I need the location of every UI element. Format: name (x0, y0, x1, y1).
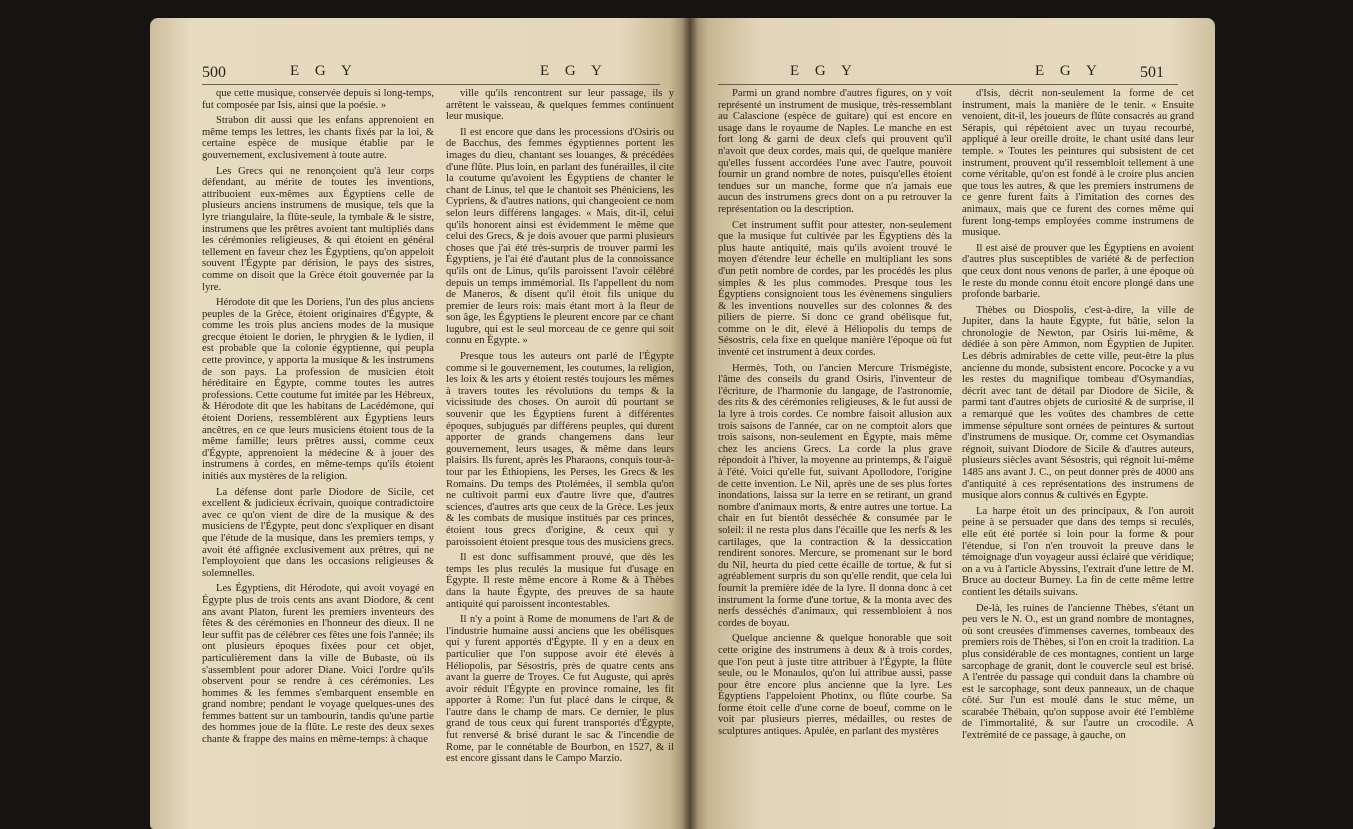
paragraph: Presque tous les auteurs ont parlé de l'Égypte comme si le gouvernement, les coutumes, la religion, les loix & les arts y étoient restés toujours les mêmes à travers toutes les révolutions du temps & la vicissitude des choses. On auroit dû pourtant se souvenir que les Égyptiens furent à différentes époques, subjugués par différens peuples, qui durent apporter de grands changemens dans leur gouvernement, leurs usages, & même dans leurs plaisirs. Ils furent, après les Pharaons, conquis tour-à-tour par les Éthiopiens, les Perses, les Grecs & les Romains. Du temps des Ptolémées, il sembla qu'on ne cultivoit parmi eux d'autre livre que, d'autres sciences, d'autres arts que ceux de la Grèce. Les jeux & les combats de musique institués par ces princes, étoient tous grecs d'origine, & ceux qui y paroissoient étoient presque tous des musiciens grecs. (446, 351, 675, 548)
paragraph: Strabon dit aussi que les enfans apprenoient en même temps les lettres, les chants fixés par la loi, & certaine espèce de musique établie par le gouvernement, exclusivement à toute autre. (202, 115, 434, 161)
paragraph: Hermès, Toth, ou l'ancien Mercure Trismégiste, l'âme des conseils du grand Osiris, l'inventeur de l'écriture, de l'harmonie du langage, de l'astronomie, des rits & des cérémonies religieuses, & le fut aussi de la lyre à trois cordes. Ce nombre faisoit allusion aux trois saisons de l'année, car on ne comptoit alors que trois saisons, non-seulement en Égypte, mais même chez les anciens Grecs. La corde la plus grave répondoit à l'hiver, la moyenne au printemps, & l'aiguë à l'été. Voici qu'elle fut, suivant Apollodore, l'origine de cette invention. Le Nil, après une de ses plus fortes inondations, laissa sur la terre en se retirant, un grand nombre d'animaux morts, & entre autres une tortue. La chair en fut bientôt desséchée & consumée par le soleil: il ne resta plus dans l'écaille que les nerfs & les cartilages, que la contraction & la dessiccation rendirent sonores. Mercure, se promenant sur le bord du Nil, heurta du pied cette écaille de tortue, & fut si agréablement surpris du son qu'elle rendit, que cela lui fournit la première idée de la lyre. Il donna donc à cet instrument la forme d'une tortue, & la monta avec des nerfs desséchés d'animaux, qui ressembloient à nos cordes de boyau. (718, 362, 952, 629)
left-page (150, 18, 690, 829)
header-rule (202, 84, 660, 85)
paragraph: Parmi un grand nombre d'autres figures, on y voit représenté un instrument de musique, très-ressemblant au Calascione (espèce de guitare) qui est encore en usage dans le royaume de Naples. Le manche en est fort long & garni de deux clefs qui prouvent qu'il n'avoit que deux cordes, mais qui, de quelque manière qu'elles fussent accordées l'une avec l'autre, pouvoit fournir un grand nombre de notes, puisqu'elles étoient tendues sur un manche, forme que n'a jamais eue aucun des instrumens grecs dont on a pu retrouver la représentation ou la description. (718, 88, 952, 215)
open-book (150, 18, 1215, 829)
paragraph: Quelque ancienne & quelque honorable que soit cette origine des instrumens à deux & à trois cordes, que l'on peut à juste titre attribuer à l'Égypte, la flûte seule, ou le Monaulos, qu'on lui attribue aussi, passe pour être encore plus ancienne que la lyre. Les Égyptiens l'appeloient Photinx, ou flûte courbe. Sa forme étoit celle d'une corne de boeuf, comme on le voit par plusieurs pierres, médailles, ou restes de sculptures antiques. Apulée, en parlant des mystères (718, 633, 952, 738)
paragraph: Cet instrument suffit pour attester, non-seulement que la musique fut cultivée par les Égyptiens dès la plus haute antiquité, mais qu'ils avoient trouvé le moyen d'étendre leur échelle en multipliant les sons d'un petit nombre de cordes, par les procédés les plus simples & les plus commodes. Presque tous les Égyptiens consignoient tous les évènemens singuliers & les inventions nouvelles sur des colonnes & des piliers de pierre. Si donc ce grand obélisque fut, comme on le dit, élevé à Héliopolis du temps de Sésostris, cela fixe en quelque manière l'époque où fut inventé cet instrument à deux cordes. (718, 219, 952, 359)
paragraph: La défense dont parle Diodore de Sicile, cet excellent & judicieux écrivain, quoique contradictoire avec ce qu'on vient de dire de la musique & des musiciens de l'Égypte, peut donc s'expliquer en disant que l'étude de la musique, dans les premiers temps, y avoit été affignée exclusivement aux prêtres, qui ne l'employoient que dans les occasions religieuses & solemnelles. (202, 486, 434, 579)
page-number-500: 500 (202, 64, 226, 81)
text-column-1 (718, 88, 952, 742)
page-number-501: 501 (1140, 64, 1164, 81)
paragraph: La harpe étoit un des principaux, & l'on auroit peine à se persuader que dans des temps si reculés, elle eût été portée si loin pour la forme & pour l'étendue, si l'on n'en trouvoit la preuve dans le témoignage d'un voyageur aussi éclairé que véridique; on a vu à l'article Abyssins, l'extrait d'une lettre de M. Bruce au docteur Burney. La fin de cette même lettre contient les détails suivans. (962, 505, 1194, 598)
paragraph: Il est aisé de prouver que les Égyptiens en avoient d'autres plus susceptibles de variété & de perfection que ceux dont nous venons de parler, à une époque où le reste du monde connu étoit encore plongé dans une profonde barbarie. (962, 242, 1194, 301)
right-page (690, 18, 1215, 829)
running-head-left: E G Y (290, 63, 358, 79)
running-head-right: E G Y (540, 63, 608, 79)
paragraph: Thèbes ou Diospolis, c'est-à-dire, la ville de Jupiter, dans la haute Égypte, fut bâtie, selon la chronologie de Newton, par Osiris lui-même, & dédiée à son père Ammon, nom Égyptien de Jupiter. Les débris admirables de cette ville, peut-être la plus ancienne du monde, subsistent encore. Pococke y a vu les restes du magnifique tombeau d'Osymandias, décrit avec tant de détail par Diodore de Sicile, & parmi tant d'autres objets de curiosité & de surprise, il a remarqué que les voûtes des chambres de cette immense sépulture sont ornées de peintures & surtout d'instrumens de musique. Or, comme cet Osymandias régnoit, suivant Diodore de Sicile & d'autres auteurs, plusieurs siècles avant Sésostris, qui régnoit lui-même 1485 ans avant J. C., on peut donner près de 4000 ans d'antiquité à ces représentations des instrumens de musique alors connus & cultivés en Égypte. (962, 304, 1194, 502)
paragraph: Il n'y a point à Rome de monumens de l'art & de l'industrie humaine aussi anciens que les obélisques qui y furent apportés d'Égypte. Il y en a deux en particulier que l'on suppose avoir été élevés à Héliopolis, par Sésostris, près de quatre cents ans avant la guerre de Troyes. Ce fut Auguste, qui après avoir réduit l'Égypte en province romaine, les fit apporter à Rome: l'un fut placé dans le cirque, & l'autre dans le champ de mars. Ce dernier, le plus grand de tous ceux qui furent transportés d'Égypte, fut renversé & brisé durant le sac & l'incendie de Rome, par le connétable de Bourbon, en 1527, & il est encore gissant dans le Campo Marzio. (446, 614, 674, 765)
paragraph: que cette musique, conservée depuis si long-temps, fut composée par Isis, ainsi que la poésie. » (202, 88, 434, 111)
paragraph: Il est encore que dans les processions d'Osiris ou de Bacchus, des femmes égyptiennes portent les images du dieu, chantant ses louanges, & précédées d'une flûte. Plus loin, en parlant des funérailles, il cite la coutume qu'avoient les Égyptiens de chanter le chant de Linus, tel que le chantoit ses Phéniciens, les Cypriens, & d'autres nations, qui changeoient ce nom selon leurs différens langages. « Mais, dit-il, celui qu'ils honorent ainsi est évidemment le même que celui des Grecs, & je dois avouer que parmi plusieurs choses que j'ai été très-surpris de trouver parmi les Égyptiens, je l'ai été d'autant plus de la connoissance qu'ils ont de Linus, qu'ils paroissent l'avoir célébré depuis un temps immémorial. Ils l'appellent du nom de Maneros, & disent qu'il étoit fils unique du premier de leurs rois: mais étant mort à la fleur de son âge, les Égyptiens le pleurent encore par ce chant lugubre, qui est le seul morceau de ce genre qui soit connu en Égypte. » (446, 126, 674, 347)
paragraph: Hérodote dit que les Doriens, l'un des plus anciens peuples de la Grèce, étoient originaires d'Égypte, & comme les trois plus anciens modes de la musique grecque étoient le dorien, le phrygien & le lydien, il est probable que la colonie égyptienne, qui peupla cette province, y apporta la musique & les instrumens de son pays. La profession de musicien étoit héréditaire en Égypte, comme toutes les autres professions. Cette coutume fut imitée par les Hébreux, & Hérodote dit que les habitans de Lacédémone, qui étoient Doriens, ressemblèrent aux Égyptiens leurs ancêtres, en ce que leurs musiciens étoient tous de la même famille; leurs prêtres aussi, comme ceux d'Égypte, apprenoient la médecine & à jouer des instrumens à cordes, en même-temps qu'ils étoient initiés aux mystères de la religion. (202, 297, 434, 482)
text-column-2 (962, 88, 1194, 746)
running-head-right: E G Y (1035, 63, 1103, 79)
book-gutter (682, 18, 698, 829)
paragraph: Il est donc suffisamment prouvé, que dès les temps les plus reculés la musique fut d'usage en Égypte. Il reste même encore à Rome & à Thèbes dans la haute Égypte, des preuves de sa haute antiquité qui paroissent incontestables. (446, 552, 674, 610)
paragraph: De-là, les ruines de l'ancienne Thèbes, s'étant un peu vers le N. O., est un grand nombre de montagnes, où sont creusées d'immenses cavernes, tombeaux des premiers rois de Thèbes, si l'on en croit la tradition. La plus considérable de ces montagnes, contient un large sarcophage de granit, dont le couvercle seul est brisé. A l'entrée du passage qui conduit dans la chambre où est le sarcophage, sont deux panneaux, un de chaque côté. Sur l'un est moulé dans le stuc même, un scarabée Thébain, qu'on suppose avoir été l'emblème de l'immortalité, & sur l'autre un crocodile. A l'extrémité de ce passage, à gauche, on (962, 602, 1194, 742)
paragraph: ville qu'ils rencontrent sur leur passage, ils y arrêtent le vaisseau, & quelques femmes continuent leur musique. (446, 88, 674, 123)
paragraph: d'Isis, décrit non-seulement la forme de cet instrument, mais la manière de le tenir. « Ensuite venoient, dit-il, les joueurs de flûte consacrés au grand Sérapis, qui répétoient avec un tuyau recourbé, appliqué à leur oreille droite, le chant usité dans leur temple. » Toutes les peintures qui subsistent de cet instrument, prouvent qu'il ressembloit tellement à une corne véritable, qu'on est fondé à le croire plus ancien que tous les autres, & que les premiers instrumens de ce genre furent faits à l'imitation des cornes des animaux, mais que ce furent des cornes même qui furent long-temps employées comme instrumens de musique. (962, 88, 1194, 239)
paragraph: Les Égyptiens, dit Hérodote, qui avoit voyagé en Égypte plus de trois cents ans avant Diodore, & cent ans avant Platon, furent les premiers inventeurs des fêtes & des cérémonies en l'honneur des dieux. Il ne leur suffit pas de célébrer ces fêtes une fois l'année; ils ont plusieurs époques fixées pour cet objet, particulièrement dans la ville de Bubaste, où ils s'assemblent pour adorer Diane. Voici l'ordre qu'ils observent pour se rendre à ces cérémonies. Les hommes & les femmes s'embarquent ensemble en grand nombre; pendant le voyage quelques-unes des femmes battent sur un tambourin, tandis qu'une partie des hommes joue de la flûte. Le reste des deux sexes chante & frappe des mains en même-temps: à chaque (202, 583, 434, 746)
text-column-1 (202, 88, 434, 750)
header-rule (718, 84, 1178, 85)
text-column-2 (446, 88, 674, 769)
paragraph: Les Grecs qui ne renonçoient qu'à leur corps défendant, au mérite de toutes les inventions, attribuoient eux-mêmes aux Égyptiens celle de plusieurs anciens instrumens de musique, tels que la lyre triangulaire, la flûte-seule, la tymbale & le sistre, instrumens que les prêtres avoient tant multipliés dans les cérémonies religieuses, & qui étoient en général tellement en faveur chez les Égyptiens, qu'on appeloit souvent l'Égypte par dérision, le pays des sistres, comme on disoit que la Grèce étoit gouvernée par la lyre. (202, 165, 434, 293)
running-head-left: E G Y (790, 63, 858, 79)
